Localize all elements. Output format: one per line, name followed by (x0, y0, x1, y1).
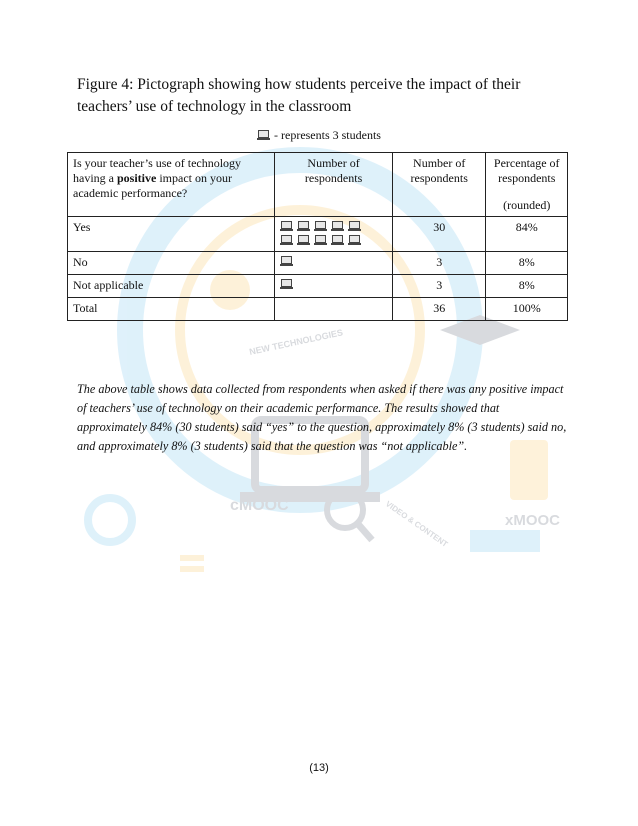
table-row (68, 275, 568, 298)
icon-group (280, 220, 366, 246)
icon-group (280, 278, 366, 290)
row-icons (275, 217, 393, 252)
laptop-icon (314, 221, 327, 232)
laptop-icon (348, 221, 361, 232)
laptop-icon (297, 221, 310, 232)
row-count: 3 (392, 275, 486, 298)
row-percent: 84% (486, 217, 568, 252)
laptop-icon (280, 221, 293, 232)
row-label: No (68, 252, 275, 275)
watermark-label-video: VIDEO & CONTENT (383, 499, 450, 549)
laptop-icon (257, 130, 270, 141)
table-row (68, 252, 568, 275)
table-header-row (68, 153, 568, 217)
laptop-icon (331, 221, 344, 232)
row-count: 36 (392, 298, 486, 321)
pictograph-legend (0, 127, 638, 143)
pictograph-table (67, 152, 568, 321)
watermark-label-new-tech: NEW TECHNOLOGIES (248, 327, 344, 357)
header-col4-line1: Percentage of respondents (493, 156, 560, 185)
laptop-icon (331, 235, 344, 246)
header-col4-line2: (rounded) (503, 198, 551, 212)
laptop-icon (348, 235, 361, 246)
laptop-icon (297, 235, 310, 246)
header-col4 (486, 153, 568, 217)
row-icons (275, 298, 393, 321)
watermark-label-cmooc: cMOOC (230, 497, 289, 514)
question-suffix: impact on your academic performance? (73, 171, 232, 200)
laptop-icon (280, 256, 293, 267)
row-count: 30 (392, 217, 486, 252)
row-label: Total (68, 298, 275, 321)
row-icons (275, 252, 393, 275)
row-percent: 8% (486, 275, 568, 298)
row-percent: 100% (486, 298, 568, 321)
legend-text: - represents 3 students (274, 128, 381, 142)
page-number: (13) (309, 762, 329, 774)
question-bold: positive (117, 171, 157, 185)
row-label: Yes (68, 217, 275, 252)
row-count: 3 (392, 252, 486, 275)
laptop-icon (314, 235, 327, 246)
watermark-label-xmooc: xMOOC (505, 512, 561, 529)
icon-group (280, 301, 366, 302)
row-icons (275, 275, 393, 298)
question-prefix: Is your teacher’s use of technology having a (73, 156, 242, 185)
header-col2: Number of respondents (275, 153, 393, 217)
header-col3: Number of respondents (392, 153, 486, 217)
table-row (68, 298, 568, 321)
figure-title: Figure 4: Pictograph showing how students perceive the impact of their teachers’ use of technology in the classroom (77, 76, 521, 115)
header-question (68, 153, 275, 217)
row-percent: 8% (486, 252, 568, 275)
laptop-icon (280, 235, 293, 246)
icon-group (280, 255, 366, 267)
row-label: Not applicable (68, 275, 275, 298)
laptop-icon (280, 279, 293, 290)
summary-paragraph: The above table shows data collected from respondents when asked if there was any positive impact of teachers’ use of technology on their academic performance. The results showed that approximately 84% (30 students) said “yes” to the question, approximately 8% (3 students) said no, and approximately 8% (3 students) said that the question was “not applicable”. (77, 382, 567, 453)
table-row (68, 217, 568, 252)
